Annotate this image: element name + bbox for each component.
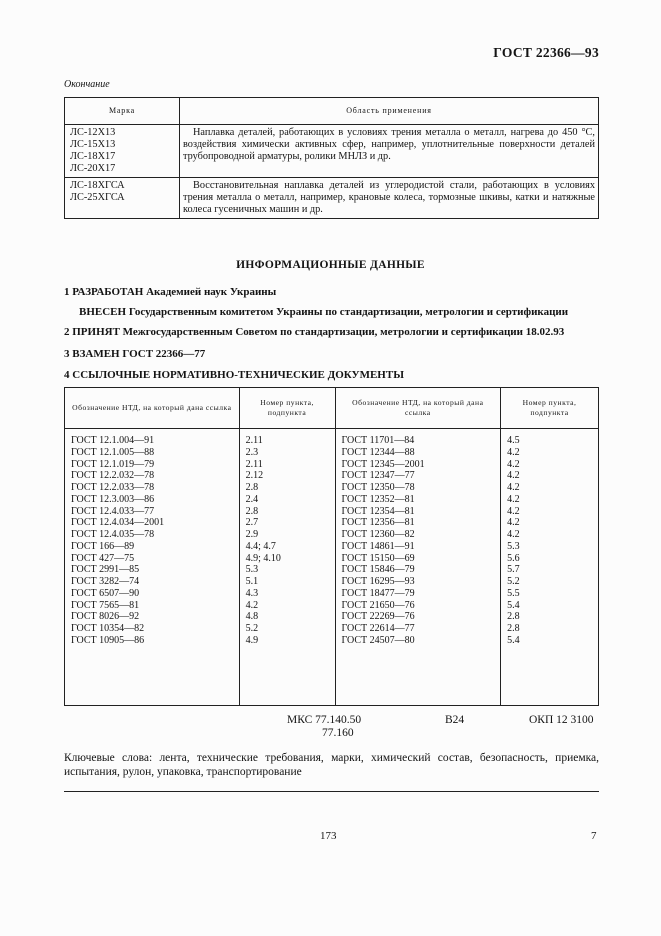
grade-cell [65, 125, 180, 178]
list-item: 2.4 [245, 493, 259, 505]
list-item: ГОСТ 12350—78 [341, 482, 415, 493]
header-doc-right: Обозначение НТД, на который дана ссылка [335, 388, 501, 429]
list-item: 5.3 [245, 564, 259, 576]
list-item: 4.2 [507, 482, 520, 493]
list-item: 2.9 [245, 529, 259, 540]
list-item: 5.2 [507, 576, 520, 587]
header-doc-left: Обозначение НТД, на который дана ссылка [65, 388, 240, 429]
grades-application-table [64, 97, 599, 219]
list-item: ГОСТ 6507—90 [71, 587, 140, 599]
list-item: 2.8 [507, 611, 520, 623]
list-item: ГОСТ 21650—76 [341, 599, 415, 611]
list-item: 4.2 [507, 493, 520, 505]
list-item: 5.4 [507, 599, 520, 611]
page-number: 173 [320, 830, 337, 842]
list-item: ГОСТ 12.3.003—86 [71, 493, 155, 505]
list-item: 2.8 [507, 623, 520, 634]
info-item-adopted: 2 ПРИНЯТ Межгосударственным Советом по стандартизации, метрологии и сертификации 18.02.93 [64, 326, 565, 338]
list-item: 4.2 [507, 529, 520, 540]
sheet-number: 7 [591, 830, 597, 842]
list-item: ГОСТ 12.2.032—78 [71, 470, 155, 482]
header-point-left: Номер пункта, подпункта [239, 388, 335, 429]
list-item: 5.7 [507, 564, 520, 576]
list-item: ГОСТ 12.4.033—77 [71, 505, 155, 517]
header-application: Область применения [180, 98, 599, 125]
list-item: ГОСТ 427—75 [71, 552, 135, 564]
list-item: ГОСТ 8026—92 [71, 611, 140, 623]
footer-divider-top [64, 705, 599, 706]
info-item-developed: 1 РАЗРАБОТАН Академией наук Украины [64, 286, 277, 298]
classification-code: В24 [445, 714, 465, 726]
list-item: 2.8 [245, 482, 259, 493]
list-item: 2.12 [245, 470, 264, 482]
list-item: ГОСТ 10354—82 [71, 623, 145, 634]
left-docs-cell [65, 429, 240, 706]
list-item: 2.11 [245, 458, 263, 470]
mks-code: МКС 77.140.50 [287, 714, 362, 726]
list-item: ГОСТ 12344—88 [341, 446, 415, 458]
list-item: ГОСТ 22269—76 [341, 611, 415, 623]
table-header-row [65, 388, 599, 429]
right-docs-cell [335, 429, 501, 706]
list-item: ГОСТ 22614—77 [341, 623, 415, 634]
list-item: 4.5 [507, 435, 520, 446]
list-item: ГОСТ 12347—77 [341, 470, 415, 482]
list-item: 4.9 [245, 634, 259, 646]
list-item: ГОСТ 10905—86 [71, 634, 145, 646]
list-item: ГОСТ 12354—81 [341, 505, 415, 517]
table-row [65, 125, 599, 178]
footer-divider-bottom [64, 791, 599, 792]
info-item-introduced: ВНЕСЕН Государственным комитетом Украины по стандартизации, метрологии и сертификации [79, 306, 569, 318]
list-item: ГОСТ 12356—81 [341, 517, 415, 529]
header-grade: Марка [65, 98, 180, 125]
list-item: 5.1 [245, 576, 259, 587]
list-item: ГОСТ 2991—85 [71, 564, 140, 576]
okp-code: ОКП 12 3100 [529, 714, 594, 726]
list-item: ГОСТ 14861—91 [341, 540, 415, 552]
table-continuation-label: Окончание [64, 79, 110, 90]
list-item: ГОСТ 12360—82 [341, 529, 415, 540]
list-item: 4.4; 4.7 [245, 540, 276, 552]
grade-item: ЛС-18ХГСА [70, 180, 125, 191]
list-item: ГОСТ 12.4.034—2001 [71, 517, 165, 529]
list-item: 4.2 [245, 599, 259, 611]
document-code: ГОСТ 22366—93 [493, 45, 599, 60]
info-item-references: 4 ССЫЛОЧНЫЕ НОРМАТИВНО-ТЕХНИЧЕСКИЕ ДОКУМЕНТЫ [64, 369, 404, 381]
list-item: ГОСТ 24507—80 [341, 634, 415, 646]
list-item: ГОСТ 12345—2001 [341, 458, 425, 470]
header-point-right: Номер пункта, подпункта [501, 388, 599, 429]
reference-documents-table [64, 387, 599, 706]
list-item: ГОСТ 12.4.035—78 [71, 529, 155, 540]
list-item: ГОСТ 3282—74 [71, 576, 140, 587]
grade-item: ЛС-20Х17 [70, 163, 116, 174]
list-item: 4.2 [507, 458, 520, 470]
list-item: 2.3 [245, 446, 259, 458]
list-item: 5.6 [507, 552, 520, 564]
list-item: 2.7 [245, 517, 259, 529]
table-header-row [65, 98, 599, 125]
list-item: 5.5 [507, 587, 520, 599]
list-item: ГОСТ 12352—81 [341, 493, 415, 505]
grade-item: ЛС-12Х13 [70, 127, 116, 138]
application-cell: Восстановительная наплавка деталей из углеродистой стали, работающих в условиях трения металла о металл, например, крановые колеса, тормозные шкивы, катки и натяжные колеса гусеничных машин и др. [180, 178, 599, 219]
list-item: ГОСТ 12.1.004—91 [71, 435, 155, 446]
table-row [65, 429, 599, 706]
left-points-cell [239, 429, 335, 706]
list-item: ГОСТ 18477—79 [341, 587, 415, 599]
list-item: ГОСТ 12.1.005—88 [71, 446, 155, 458]
list-item: 5.2 [245, 623, 259, 634]
list-item: 4.8 [245, 611, 259, 623]
right-points-cell [501, 429, 599, 706]
grade-item: ЛС-25ХГСА [70, 192, 125, 203]
list-item: 4.2 [507, 505, 520, 517]
list-item: 4.9; 4.10 [245, 552, 281, 564]
list-item: ГОСТ 15150—69 [341, 552, 415, 564]
list-item: ГОСТ 12.2.033—78 [71, 482, 155, 493]
list-item: 5.3 [507, 540, 520, 552]
list-item: ГОСТ 12.1.019—79 [71, 458, 155, 470]
list-item: ГОСТ 15846—79 [341, 564, 415, 576]
list-item: 4.2 [507, 470, 520, 482]
application-cell: Наплавка деталей, работающих в условиях трения металла о металл, нагрева до 450 °С, воздействия химически активных сфер, например, уплотнительные поверхности деталей трубопроводной арматуры, ролики МНЛЗ и др. [180, 125, 599, 178]
keywords: Ключевые слова: лента, технические требования, марки, химический состав, безопасность, приемка, испытания, рулон, упаковка, транспортирование [64, 752, 599, 778]
list-item: ГОСТ 166—89 [71, 540, 135, 552]
grade-item: ЛС-15Х13 [70, 139, 116, 150]
grade-item: ЛС-18Х17 [70, 151, 116, 162]
list-item: ГОСТ 7565—81 [71, 599, 140, 611]
list-item: 4.3 [245, 587, 259, 599]
list-item: ГОСТ 16295—93 [341, 576, 415, 587]
list-item: ГОСТ 11701—84 [341, 435, 415, 446]
info-section-title: ИНФОРМАЦИОННЫЕ ДАННЫЕ [236, 259, 425, 271]
mks-code-secondary: 77.160 [322, 727, 354, 739]
info-item-replaces: 3 ВЗАМЕН ГОСТ 22366—77 [64, 348, 206, 360]
list-item: 2.8 [245, 505, 259, 517]
grade-cell [65, 178, 180, 219]
list-item: 2.11 [245, 435, 263, 446]
list-item: 4.2 [507, 446, 520, 458]
table-row [65, 178, 599, 219]
list-item: 4.2 [507, 517, 520, 529]
list-item: 5.4 [507, 634, 520, 646]
